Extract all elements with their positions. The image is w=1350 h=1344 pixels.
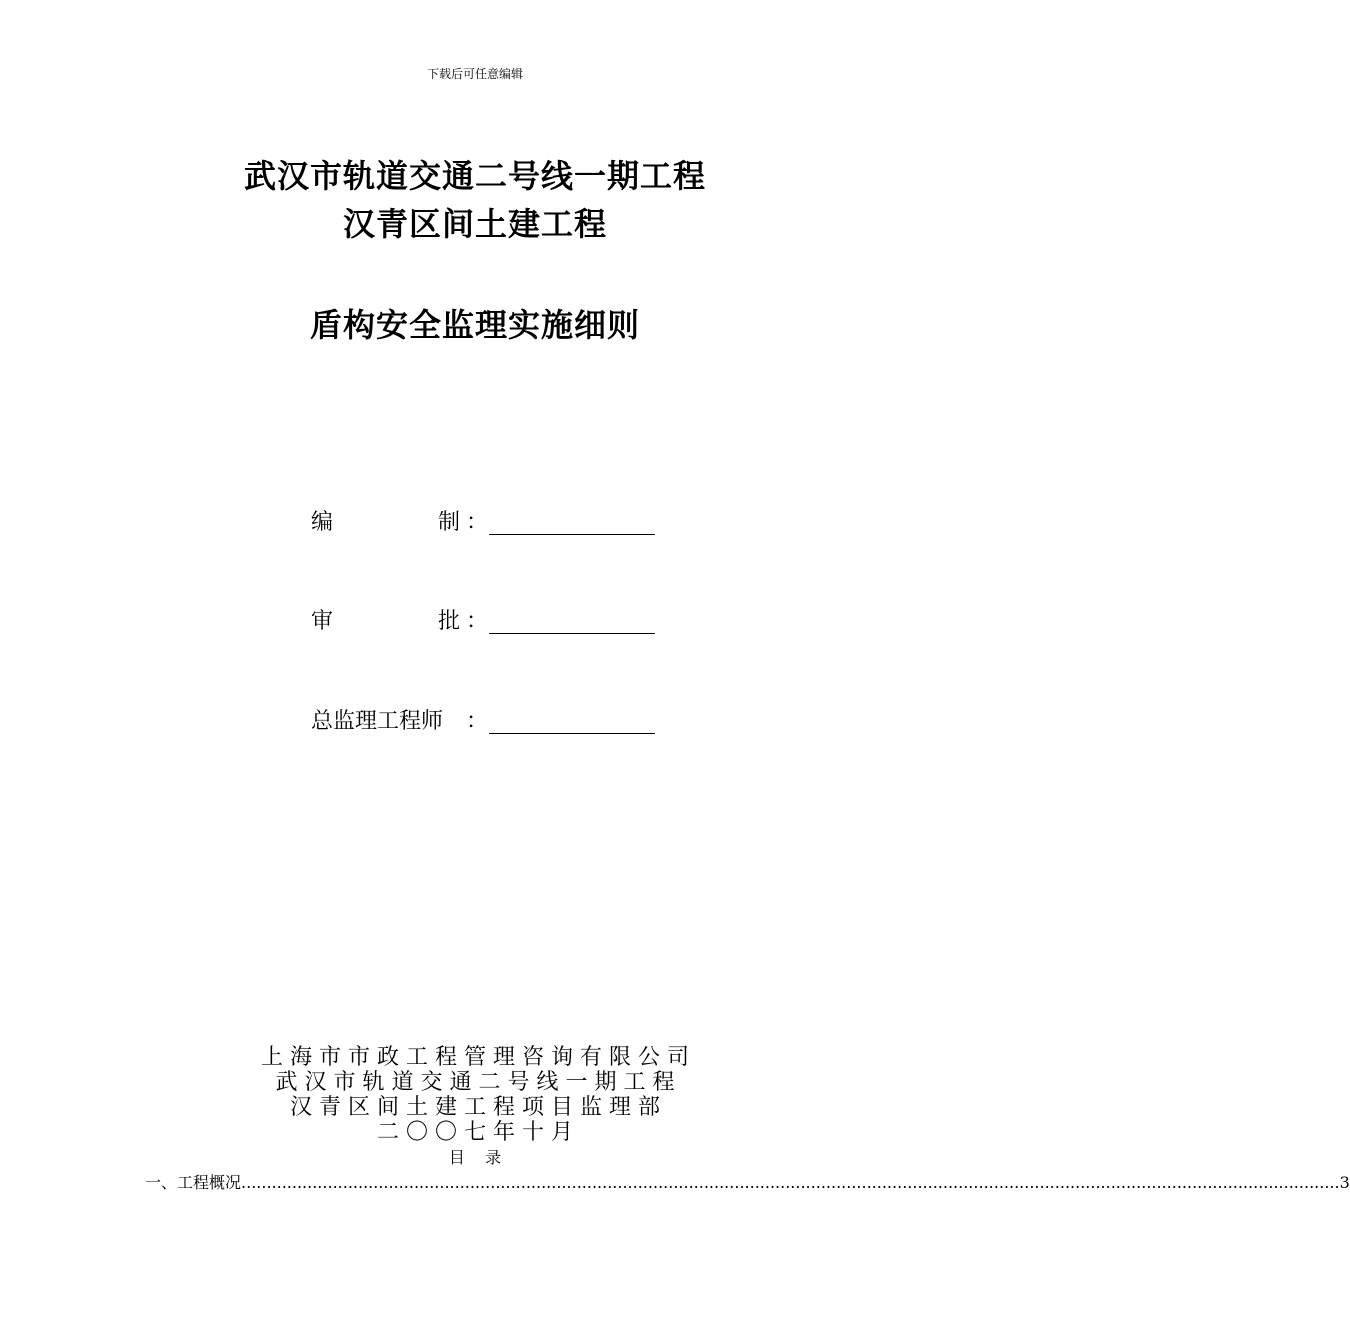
chief-supervisor-label: 总监理工程师 <box>311 709 444 734</box>
approved-by-row <box>311 607 671 637</box>
document-date: 二 〇 〇 七 年 十 月 <box>377 1120 573 1145</box>
toc-leader-dots: ........................................................................................................................................................................................................................ <box>241 1173 1340 1192</box>
project-title-line-1: 武汉市轨道交通二号线一期工程 <box>243 157 706 195</box>
project-title-line-2: 汉青区间土建工程 <box>342 205 607 243</box>
organization-department: 汉 青 区 间 土 建 工 程 项 目 监 理 部 <box>290 1095 660 1120</box>
approved-by-label-part-2: 批 <box>438 609 461 634</box>
document-title: 盾构安全监理实施细则 <box>309 306 640 344</box>
compiled-by-label-part-1: 编 <box>311 510 334 535</box>
toc-entry-text: 一、工程概况 <box>145 1173 242 1192</box>
compiled-by-colon: ： <box>466 510 489 535</box>
chief-supervisor-row <box>311 707 671 737</box>
approved-by-colon: ： <box>466 609 489 634</box>
approved-by-signature-line <box>489 633 655 634</box>
toc-entry[interactable] <box>145 1172 1350 1194</box>
organization-project: 武 汉 市 轨 道 交 通 二 号 线 一 期 工 程 <box>275 1070 675 1095</box>
organization-name: 上 海 市 市 政 工 程 管 理 咨 询 有 限 公 司 <box>261 1045 689 1070</box>
compiled-by-signature-line <box>489 534 655 535</box>
toc-title: 目 录 <box>448 1148 502 1167</box>
approved-by-label-part-1: 审 <box>311 609 334 634</box>
chief-supervisor-colon: ： <box>466 709 489 734</box>
compiled-by-row <box>311 508 671 538</box>
compiled-by-label-part-2: 制 <box>438 510 461 535</box>
chief-supervisor-signature-line <box>489 733 655 734</box>
header-note: 下载后可任意编辑 <box>426 67 523 81</box>
toc-entry-page: 3 <box>1339 1173 1350 1192</box>
